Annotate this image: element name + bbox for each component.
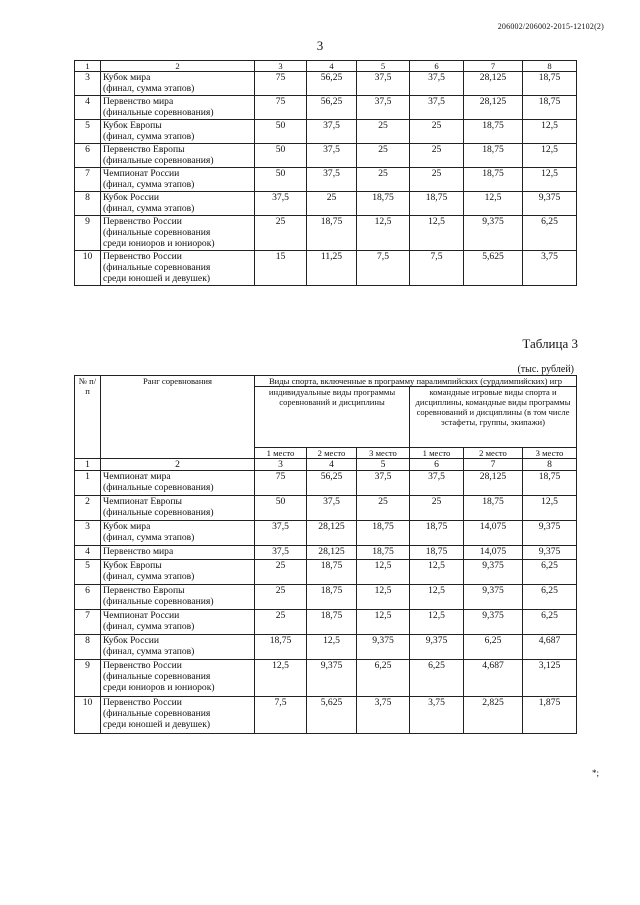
column-number: 5 [357,61,410,72]
competition-name-line: Чемпионат мира [103,471,171,482]
place-header: 2 место [464,448,523,459]
amount-cell: 12,5 [410,560,464,585]
column-number-row [75,61,577,72]
row-number: 3 [75,521,101,546]
amount-cell: 12,5 [410,610,464,635]
table-row [75,471,577,496]
amount-cell: 9,375 [464,585,523,610]
amount-cell: 1,875 [523,697,577,734]
competition-name [101,660,255,697]
table-row [75,660,577,697]
amount-cell: 18,75 [464,496,523,521]
page-number: 3 [316,38,324,53]
amount-cell: 18,75 [410,192,464,216]
amount-cell: 37,5 [255,192,307,216]
amount-cell: 6,25 [410,660,464,697]
amount-cell: 2,825 [464,697,523,734]
amount-cell: 25 [357,496,410,521]
amount-cell: 28,125 [464,72,523,96]
amount-cell: 25 [255,610,307,635]
row-number: 8 [75,635,101,660]
table-row [75,144,577,168]
amount-cell: 9,375 [357,635,410,660]
amount-cell: 25 [255,216,307,251]
amount-cell: 37,5 [307,144,357,168]
competition-name-line: Первенство России [103,251,182,262]
amount-cell: 37,5 [357,72,410,96]
amount-cell: 18,75 [357,192,410,216]
column-number: 8 [523,61,577,72]
column-number: 1 [75,459,101,471]
row-number: 4 [75,546,101,560]
amount-cell: 18,75 [523,72,577,96]
competition-name-line: (финальные соревнования [103,227,211,238]
table-row [75,635,577,660]
table-row [75,610,577,635]
competition-name-line: Кубок мира [103,521,151,532]
table-row [75,585,577,610]
amount-cell: 75 [255,96,307,120]
competition-name-line: Первенство мира [103,96,174,107]
table-row [75,251,577,286]
amount-cell: 37,5 [410,96,464,120]
amount-cell: 9,375 [523,546,577,560]
amount-cell: 14,075 [464,521,523,546]
amount-cell: 75 [255,72,307,96]
competition-name-line: Первенство России [103,697,182,708]
competition-name [101,546,255,560]
row-number: 9 [75,216,101,251]
amount-cell: 25 [357,144,410,168]
amount-cell: 18,75 [464,168,523,192]
competition-name-line: (финал, сумма этапов) [103,83,195,94]
row-number: 2 [75,496,101,521]
header-sports: Виды спорта, включенные в программу паралимпийских (сурдлимпийских) игр [255,376,577,387]
table-row [75,546,577,560]
amount-cell: 7,5 [410,251,464,286]
header-individual: индивидуальные виды программы соревнований и дисциплины [255,387,410,448]
column-number: 2 [101,61,255,72]
competition-name-line: среди юношей и девушек) [103,273,211,284]
amount-cell: 12,5 [410,216,464,251]
competition-name [101,585,255,610]
competition-name-line: Первенство России [103,216,182,227]
amount-cell: 25 [410,168,464,192]
competition-name-line: (финал, сумма этапов) [103,203,195,214]
competition-name-line: Кубок мира [103,72,151,83]
table-row [75,521,577,546]
table-row [75,72,577,96]
competition-name-line: (финальные соревнования) [103,507,214,518]
amount-cell: 50 [255,120,307,144]
amount-cell: 7,5 [357,251,410,286]
amount-cell: 12,5 [255,660,307,697]
amount-cell: 6,25 [523,610,577,635]
competition-name-line: (финальные соревнования [103,262,211,273]
competition-name-line: Кубок России [103,192,160,203]
column-number: 6 [410,61,464,72]
amount-cell: 18,75 [307,585,357,610]
competition-name [101,610,255,635]
column-number: 4 [307,61,357,72]
amount-cell: 9,375 [464,610,523,635]
header-rank: Ранг соревнования [101,376,255,459]
table-row [75,120,577,144]
amount-cell: 18,75 [307,610,357,635]
row-number: 10 [75,251,101,286]
competition-name-line: (финал, сумма этапов) [103,621,195,632]
place-header: 3 место [523,448,577,459]
amount-cell: 37,5 [410,471,464,496]
competition-name [101,697,255,734]
header-number: № п/п [75,376,101,459]
amount-cell: 37,5 [307,120,357,144]
row-number: 4 [75,96,101,120]
competition-name-line: (финальные соревнования) [103,596,214,607]
amount-cell: 50 [255,144,307,168]
competition-name-line: среди юниоров и юниорок) [103,682,215,693]
competition-name-line: Первенство Европы [103,144,185,155]
table-3 [74,375,577,734]
competition-name-line: (финальные соревнования) [103,482,214,493]
place-header: 1 место [410,448,464,459]
amount-cell: 37,5 [357,471,410,496]
competition-name [101,216,255,251]
competition-name-line: среди юниоров и юниорок) [103,238,215,249]
competition-name-line: (финальные соревнования [103,708,211,719]
amount-cell: 12,5 [357,216,410,251]
amount-cell: 75 [255,471,307,496]
amount-cell: 56,25 [307,72,357,96]
amount-cell: 56,25 [307,471,357,496]
amount-cell: 28,125 [307,521,357,546]
table-row [75,96,577,120]
header-team: командные игровые виды спорта и дисциплины, командные виды программы соревнований и дисциплины (в том числе эстафеты, группы, экипажи) [410,387,577,448]
amount-cell: 25 [307,192,357,216]
amount-cell: 37,5 [307,168,357,192]
competition-name-line: Кубок Европы [103,560,162,571]
competition-name-line: Первенство России [103,660,182,671]
amount-cell: 9,375 [307,660,357,697]
column-number: 4 [307,459,357,471]
competition-name [101,496,255,521]
column-number: 2 [101,459,255,471]
amount-cell: 7,5 [255,697,307,734]
amount-cell: 4,687 [523,635,577,660]
competition-name-line: (финал, сумма этапов) [103,646,195,657]
amount-cell: 12,5 [523,120,577,144]
margin-mark: *; [592,768,600,778]
competition-name-line: среди юношей и девушек) [103,719,211,730]
amount-cell: 15 [255,251,307,286]
competition-name-line: (финал, сумма этапов) [103,571,195,582]
amount-cell: 37,5 [255,521,307,546]
amount-cell: 12,5 [307,635,357,660]
amount-cell: 18,75 [410,521,464,546]
table-row [75,496,577,521]
amount-cell: 3,125 [523,660,577,697]
column-number-row [75,459,577,471]
competition-name-line: (финальные соревнования [103,671,211,682]
amount-cell: 12,5 [523,496,577,521]
amount-cell: 37,5 [255,546,307,560]
amount-cell: 11,25 [307,251,357,286]
amount-cell: 6,25 [464,635,523,660]
row-number: 10 [75,697,101,734]
amount-cell: 3,75 [410,697,464,734]
competition-name [101,96,255,120]
amount-cell: 25 [357,168,410,192]
competition-name [101,635,255,660]
competition-name [101,168,255,192]
amount-cell: 18,75 [410,546,464,560]
amount-cell: 25 [357,120,410,144]
competition-name-line: Кубок России [103,635,160,646]
column-number: 3 [255,459,307,471]
table-caption: Таблица 3 [522,336,578,351]
amount-cell: 12,5 [523,144,577,168]
row-number: 3 [75,72,101,96]
amount-cell: 14,075 [464,546,523,560]
amount-cell: 12,5 [410,585,464,610]
document-id: 206002/206002-2015-12102(2) [497,22,604,31]
amount-cell: 28,125 [464,96,523,120]
amount-cell: 50 [255,168,307,192]
row-number: 5 [75,560,101,585]
place-header: 2 место [307,448,357,459]
row-number: 5 [75,120,101,144]
row-number: 1 [75,471,101,496]
competition-name [101,192,255,216]
amount-cell: 25 [410,120,464,144]
competition-name-line: Чемпионат России [103,168,180,179]
row-number: 9 [75,660,101,697]
amount-cell: 9,375 [410,635,464,660]
amount-cell: 28,125 [307,546,357,560]
amount-cell: 3,75 [357,697,410,734]
row-number: 6 [75,144,101,168]
competition-name-line: Первенство Европы [103,585,185,596]
column-number: 3 [255,61,307,72]
competition-name-line: (финал, сумма этапов) [103,131,195,142]
amount-cell: 25 [410,496,464,521]
table-row [75,560,577,585]
amount-cell: 18,75 [523,96,577,120]
competition-name [101,72,255,96]
amount-cell: 25 [255,585,307,610]
competition-name-line: Чемпионат России [103,610,180,621]
competition-name [101,471,255,496]
amount-cell: 6,25 [523,560,577,585]
amount-cell: 18,75 [357,546,410,560]
table-row [75,216,577,251]
amount-cell: 18,75 [357,521,410,546]
amount-cell: 25 [255,560,307,585]
column-number: 1 [75,61,101,72]
amount-cell: 9,375 [464,216,523,251]
amount-cell: 5,625 [464,251,523,286]
table-unit: (тыс. рублей) [517,364,574,375]
column-number: 6 [410,459,464,471]
table-row [75,697,577,734]
row-number: 7 [75,168,101,192]
table-row [75,192,577,216]
table-continuation [74,60,577,286]
amount-cell: 37,5 [357,96,410,120]
column-number: 7 [464,459,523,471]
amount-cell: 18,75 [307,560,357,585]
competition-name [101,521,255,546]
amount-cell: 3,75 [523,251,577,286]
column-number: 5 [357,459,410,471]
amount-cell: 50 [255,496,307,521]
amount-cell: 12,5 [357,610,410,635]
amount-cell: 9,375 [523,521,577,546]
amount-cell: 6,25 [523,585,577,610]
column-number: 8 [523,459,577,471]
amount-cell: 6,25 [357,660,410,697]
row-number: 6 [75,585,101,610]
amount-cell: 18,75 [523,471,577,496]
amount-cell: 18,75 [307,216,357,251]
competition-name-line: (финал, сумма этапов) [103,179,195,190]
amount-cell: 18,75 [464,120,523,144]
amount-cell: 6,25 [523,216,577,251]
amount-cell: 12,5 [464,192,523,216]
competition-name [101,560,255,585]
row-number: 8 [75,192,101,216]
place-header: 1 место [255,448,307,459]
amount-cell: 12,5 [357,585,410,610]
column-number: 7 [464,61,523,72]
competition-name-line: Чемпионат Европы [103,496,182,507]
amount-cell: 5,625 [307,697,357,734]
competition-name [101,144,255,168]
amount-cell: 37,5 [410,72,464,96]
competition-name-line: Кубок Европы [103,120,162,131]
competition-name-line: (финал, сумма этапов) [103,532,195,543]
amount-cell: 18,75 [255,635,307,660]
competition-name-line: Первенство мира [103,546,174,557]
competition-name [101,251,255,286]
amount-cell: 37,5 [307,496,357,521]
competition-name-line: (финальные соревнования) [103,155,214,166]
amount-cell: 12,5 [523,168,577,192]
amount-cell: 9,375 [523,192,577,216]
competition-name-line: (финальные соревнования) [103,107,214,118]
amount-cell: 18,75 [464,144,523,168]
amount-cell: 9,375 [464,560,523,585]
amount-cell: 25 [410,144,464,168]
amount-cell: 12,5 [357,560,410,585]
row-number: 7 [75,610,101,635]
competition-name [101,120,255,144]
amount-cell: 4,687 [464,660,523,697]
amount-cell: 56,25 [307,96,357,120]
amount-cell: 28,125 [464,471,523,496]
table-row [75,168,577,192]
place-header: 3 место [357,448,410,459]
